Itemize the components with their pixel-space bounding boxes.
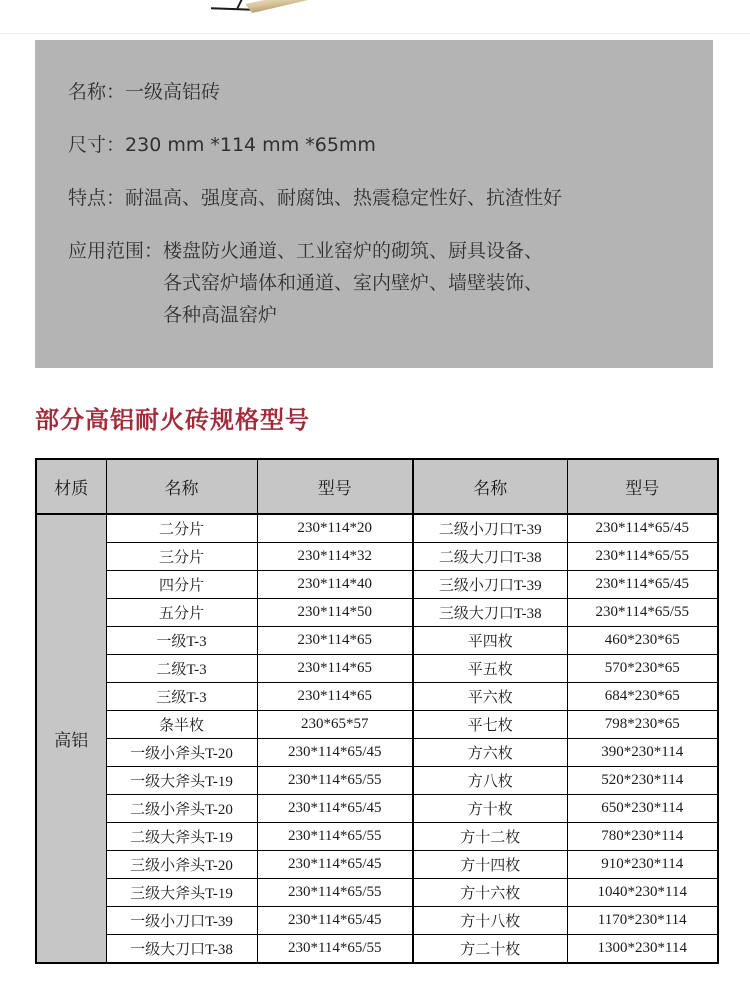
- name-cell: 平七枚: [413, 711, 567, 739]
- header-name-1: 名称: [106, 459, 257, 514]
- model-cell: 230*114*65/45: [567, 571, 718, 599]
- table-row: [36, 739, 718, 767]
- name-cell: 一级大刀口T-38: [106, 935, 257, 964]
- name-cell: 条半枚: [106, 711, 257, 739]
- name-cell: 一级小斧头T-20: [106, 739, 257, 767]
- name-cell: 五分片: [106, 599, 257, 627]
- section-heading: 部分高铝耐火砖规格型号: [35, 406, 310, 434]
- model-cell: 230*114*65/45: [257, 795, 413, 823]
- name-cell: 方十枚: [413, 795, 567, 823]
- name-cell: 二级T-3: [106, 655, 257, 683]
- model-cell: 230*114*65: [257, 683, 413, 711]
- name-cell: 一级小刀口T-39: [106, 907, 257, 935]
- table-row: [36, 599, 718, 627]
- name-cell: 一级T-3: [106, 627, 257, 655]
- table-row: [36, 823, 718, 851]
- model-cell: 230*114*50: [257, 599, 413, 627]
- name-cell: 二级大斧头T-19: [106, 823, 257, 851]
- model-cell: 390*230*114: [567, 739, 718, 767]
- product-photo-fragment: [205, 0, 315, 16]
- name-cell: 平四枚: [413, 627, 567, 655]
- name-cell: 平六枚: [413, 683, 567, 711]
- name-cell: 三级大刀口T-38: [413, 599, 567, 627]
- name-cell: 方十六枚: [413, 879, 567, 907]
- model-cell: 230*114*20: [257, 514, 413, 543]
- info-value: 一级高铝砖: [125, 81, 221, 103]
- name-cell: 方十八枚: [413, 907, 567, 935]
- model-cell: 230*114*65/55: [257, 935, 413, 964]
- model-cell: 684*230*65: [567, 683, 718, 711]
- name-cell: 方十二枚: [413, 823, 567, 851]
- model-cell: 910*230*114: [567, 851, 718, 879]
- name-cell: 二级小刀口T-39: [413, 514, 567, 543]
- table-row: [36, 879, 718, 907]
- spec-table-body: [36, 514, 718, 963]
- header-model-2: 型号: [567, 459, 718, 514]
- name-cell: 三分片: [106, 543, 257, 571]
- name-cell: 平五枚: [413, 655, 567, 683]
- model-cell: 230*114*32: [257, 543, 413, 571]
- table-row: [36, 655, 718, 683]
- header-material: 材质: [36, 459, 106, 514]
- brick-edge-icon: [244, 0, 307, 14]
- name-cell: 方八枚: [413, 767, 567, 795]
- header-name-2: 名称: [413, 459, 567, 514]
- info-value: 耐温高、强度高、耐腐蚀、热震稳定性好、抗渣性好: [125, 187, 563, 209]
- photo-black-line: [211, 7, 253, 10]
- name-cell: 方二十枚: [413, 935, 567, 964]
- model-cell: 230*114*65/55: [257, 879, 413, 907]
- table-row: [36, 683, 718, 711]
- model-cell: 650*230*114: [567, 795, 718, 823]
- info-label: 特点：: [68, 187, 126, 209]
- name-cell: 方十四枚: [413, 851, 567, 879]
- model-cell: 230*114*40: [257, 571, 413, 599]
- table-row: [36, 711, 718, 739]
- info-label: 应用范围：: [68, 240, 164, 262]
- info-row-name: [68, 76, 689, 108]
- model-cell: 230*114*65: [257, 627, 413, 655]
- application-line: 各式窑炉墙体和通道、室内壁炉、墙壁装饰、: [163, 272, 544, 294]
- table-row: [36, 935, 718, 964]
- table-row: [36, 514, 718, 543]
- model-cell: 230*114*65/45: [257, 851, 413, 879]
- application-line: 各种高温窑炉: [163, 304, 278, 326]
- info-value: 230 mm *114 mm *65mm: [125, 134, 376, 156]
- info-row-applications: [68, 235, 689, 331]
- table-row: [36, 543, 718, 571]
- table-row: [36, 627, 718, 655]
- model-cell: 230*114*65/55: [567, 599, 718, 627]
- info-row-size: [68, 129, 689, 161]
- info-label: 尺寸：: [68, 134, 126, 156]
- spec-table: [35, 458, 719, 964]
- model-cell: 780*230*114: [567, 823, 718, 851]
- table-row: [36, 571, 718, 599]
- application-line: 楼盘防火通道、工业窑炉的砌筑、厨具设备、: [163, 240, 544, 262]
- name-cell: 四分片: [106, 571, 257, 599]
- info-value: [163, 235, 689, 331]
- name-cell: 二级大刀口T-38: [413, 543, 567, 571]
- model-cell: 230*114*65/45: [257, 907, 413, 935]
- model-cell: 230*114*65: [257, 655, 413, 683]
- model-cell: 230*114*65/45: [257, 739, 413, 767]
- info-row-features: [68, 182, 689, 214]
- name-cell: 三级大斧头T-19: [106, 879, 257, 907]
- name-cell: 二分片: [106, 514, 257, 543]
- header-row: [36, 459, 718, 514]
- model-cell: 230*114*65/45: [567, 514, 718, 543]
- model-cell: 798*230*65: [567, 711, 718, 739]
- name-cell: 三级小刀口T-39: [413, 571, 567, 599]
- name-cell: 三级小斧头T-20: [106, 851, 257, 879]
- table-row: [36, 767, 718, 795]
- separator-line: [0, 33, 750, 34]
- model-cell: 1170*230*114: [567, 907, 718, 935]
- table-row: [36, 795, 718, 823]
- model-cell: 1300*230*114: [567, 935, 718, 964]
- model-cell: 230*114*65/55: [257, 767, 413, 795]
- name-cell: 方六枚: [413, 739, 567, 767]
- model-cell: 230*114*65/55: [257, 823, 413, 851]
- info-label: 名称：: [68, 81, 126, 103]
- table-row: [36, 851, 718, 879]
- spec-table-header: [36, 459, 718, 514]
- model-cell: 230*65*57: [257, 711, 413, 739]
- name-cell: 三级T-3: [106, 683, 257, 711]
- model-cell: 230*114*65/55: [567, 543, 718, 571]
- material-cell: 高铝: [36, 514, 106, 963]
- model-cell: 1040*230*114: [567, 879, 718, 907]
- model-cell: 520*230*114: [567, 767, 718, 795]
- model-cell: 570*230*65: [567, 655, 718, 683]
- product-info-box: [35, 40, 713, 368]
- table-row: [36, 907, 718, 935]
- name-cell: 二级小斧头T-20: [106, 795, 257, 823]
- model-cell: 460*230*65: [567, 627, 718, 655]
- header-model-1: 型号: [257, 459, 413, 514]
- name-cell: 一级大斧头T-19: [106, 767, 257, 795]
